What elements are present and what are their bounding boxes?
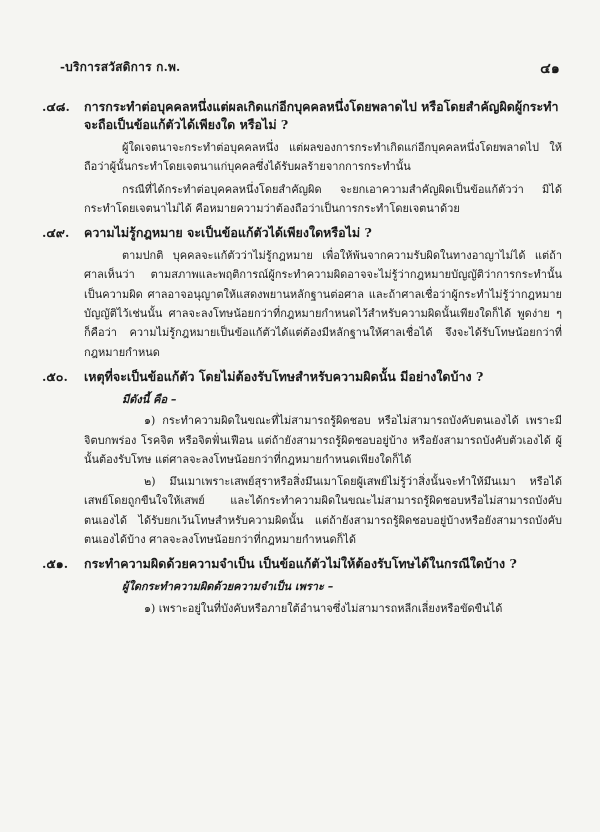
question-number: .๔๘. <box>42 99 70 114</box>
answer-heading: มีดังนี้ คือ – <box>122 392 177 406</box>
running-head-title: -บริการสวัสดิการ ก.พ. <box>60 60 181 74</box>
question-49 <box>42 224 562 242</box>
running-head <box>60 58 560 80</box>
question-51 <box>42 555 562 573</box>
question-48 <box>42 98 562 134</box>
question-text: การกระทำต่อบุคคลหนึ่งแต่ผลเกิดแก่อีกบุคคลหนึ่งโดยพลาดไป หรือโดยสำคัญผิดผู้กระทำจะถือเป็นข้อแก้ตัวได้เพียงใด หรือไม่ ? <box>84 99 559 132</box>
answer-paragraph: ตามปกติ บุคคลจะแก้ตัวว่าไม่รู้กฎหมาย เพื่อให้พ้นจากความรับผิดในทางอาญาไม่ได้ แต่ถ้าศาลเห็นว่า ตามสภาพและพฤติการณ์ผู้กระทำความผิดอาจจะไม่รู้ว่ากฎหมายบัญญัติว่าการกระทำนั้นเป็นความผิด ศาลอาจอนุญาตให้แสดงพยานหลักฐานต่อศาล และถ้าศาลเชื่อว่าผู้กระทำไม่รู้ว่ากฎหมายบัญญัติไว้เช่นนั้น ศาลจะลงโทษน้อยกว่าที่กฎหมายกำหนดไว้สำหรับความผิดนั้นเพียงใดก็ได้ พูดง่าย ๆ ก็คือว่า ความไม่รู้กฎหมายเป็นข้อแก้ตัวได้แต่ต้องมีหลักฐานให้ศาลเชื่อได้ จึงจะได้รับโทษน้อยกว่าที่กฎหมายกำหนด <box>84 249 562 359</box>
page-number: ๔๑ <box>540 61 560 77</box>
answer-item: ๒) มึนเมาเพราะเสพย์สุราหรือสิ่งมึนเมาโดยผู้เสพย์ไม่รู้ว่าสิ่งนั้นจะทำให้มึนเมา หรือได้เสพย์โดยถูกขืนใจให้เสพย์ และได้กระทำความผิดในขณะไม่สามารถรู้ผิดชอบหรือไม่สามารถบังคับตนเองได้ ได้รับยกเว้นโทษสำหรับความผิดนั้น แต่ถ้ายังสามารถรู้ผิดชอบอยู่บ้างหรือยังสามารถบังคับตนเองได้บ้าง ศาลจะลงโทษน้อยกว่าที่กฎหมายกำหนดก็ได้ <box>84 475 562 547</box>
question-text: เหตุที่จะเป็นข้อแก้ตัว โดยไม่ต้องรับโทษสำหรับความผิดนั้น มีอย่างใดบ้าง ? <box>84 368 484 384</box>
answer-paragraph: กรณีที่ได้กระทำต่อบุคคลหนึ่งโดยสำคัญผิด จะยกเอาความสำคัญผิดเป็นข้อแก้ตัวว่า มิได้กระทำโดยเจตนาไม่ได้ คือหมายความว่าต้องถือว่าเป็นการกระทำโดยเจตนาด้วย <box>84 182 562 215</box>
question-text: กระทำความผิดด้วยความจำเป็น เป็นข้อแก้ตัวไม่ให้ต้องรับโทษได้ในกรณีใดบ้าง ? <box>84 556 517 572</box>
question-50 <box>42 368 562 386</box>
question-number: .๕๑. <box>42 556 69 572</box>
question-number: .๕๐. <box>42 368 68 384</box>
answer-item: ๑) กระทำความผิดในขณะที่ไม่สามารถรู้ผิดชอบ หรือไม่สามารถบังคับตนเองได้ เพราะมีจิตบกพร่อง โรคจิต หรือจิตฟั่นเฟือน แต่ถ้ายังสามารถรู้ผิดชอบอยู่บ้าง หรือยังสามารถบังคับตัวเองได้ ผู้นั้นต้องรับโทษ แต่ศาลจะลงโทษน้อยกว่าที่กฎหมายกำหนดเพียงใดก็ได้ <box>84 414 562 466</box>
question-number: .๔๙. <box>42 225 70 241</box>
answer-paragraph: ผู้ใดเจตนาจะกระทำต่อบุคคลหนึ่ง แต่ผลของการกระทำเกิดแก่อีกบุคคลหนึ่งโดยพลาดไป ให้ถือว่าผู้นั้นกระทำโดยเจตนาแก่บุคคลซึ่งได้รับผลร้ายจากการกระทำนั้น <box>84 141 562 174</box>
question-text: ความไม่รู้กฎหมาย จะเป็นข้อแก้ตัวได้เพียงใดหรือไม่ ? <box>84 225 372 241</box>
answer-item: ๑) เพราะอยู่ในที่บังคับหรือภายใต้อำนาจซึ่งไม่สามารถหลีกเลี่ยงหรือขัดขืนได้ <box>144 601 503 615</box>
page-content <box>42 92 562 621</box>
answer-heading: ผู้ใดกระทำความผิดด้วยความจำเป็น เพราะ – <box>122 580 334 594</box>
